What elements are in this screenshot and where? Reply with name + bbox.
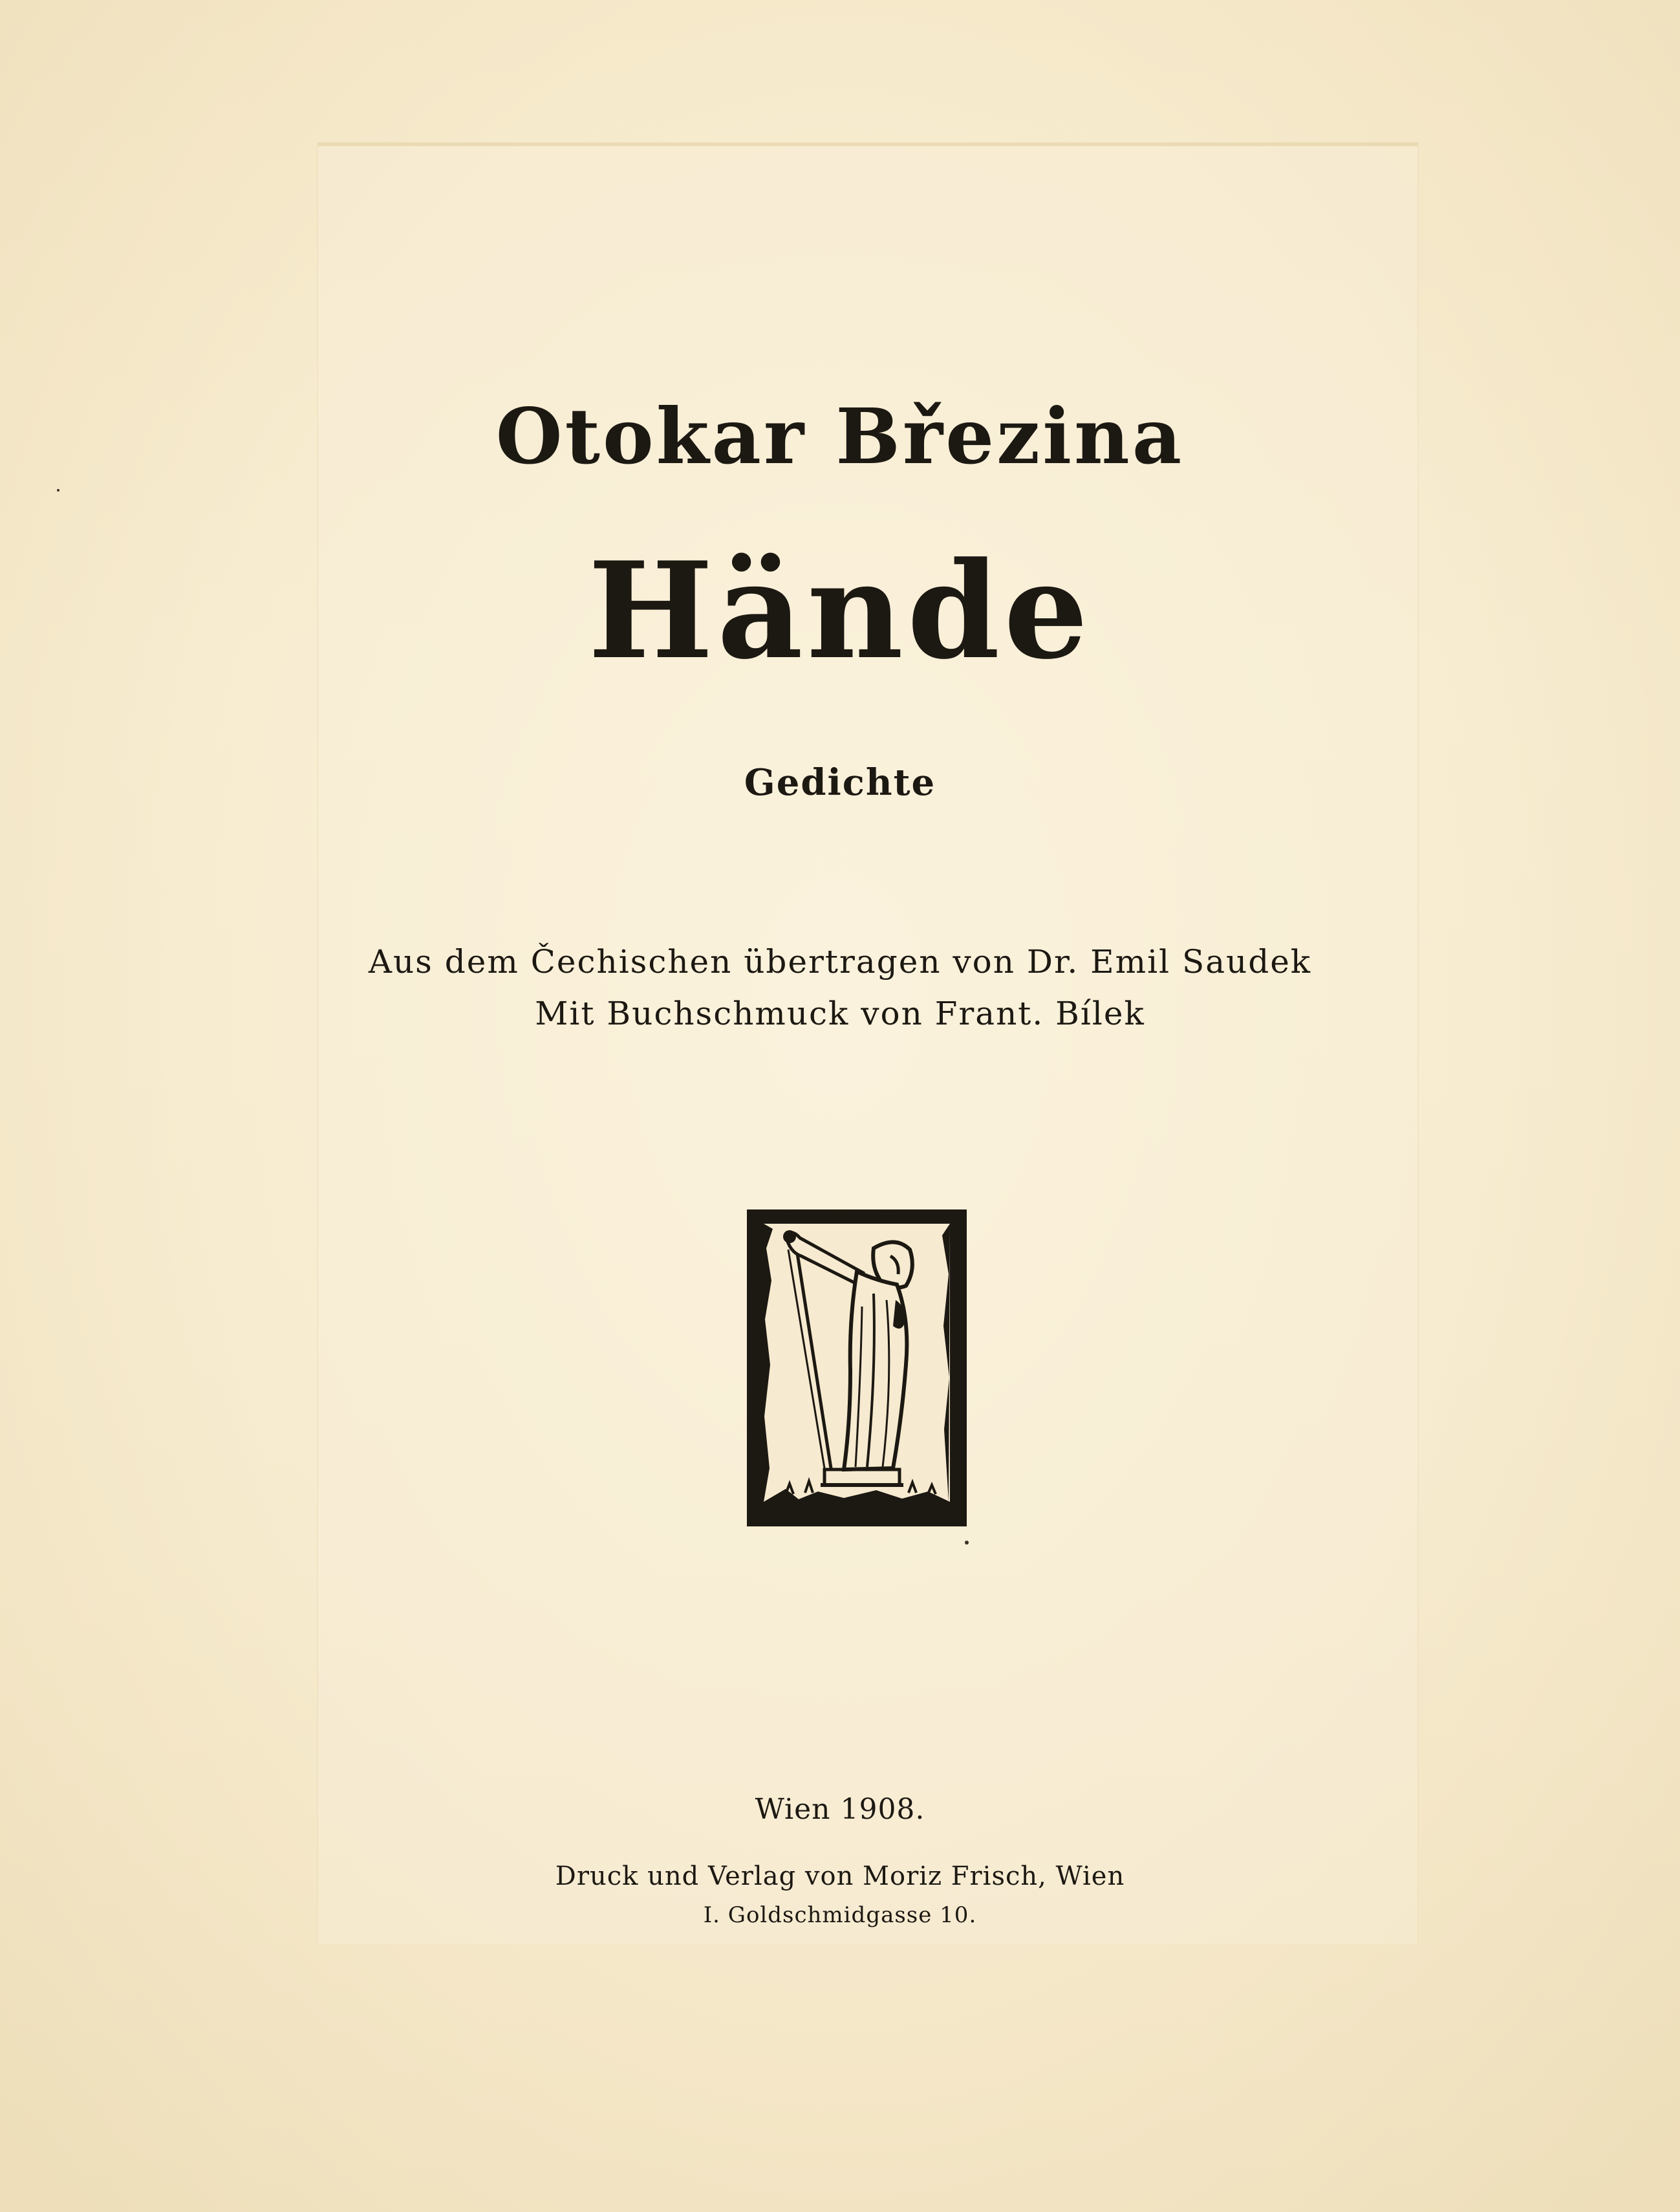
author-name: Otokar Březina — [495, 391, 1185, 481]
paper-speck — [57, 489, 59, 492]
illustrator-credit: Mit Buchschmuck von Frant. Bílek — [535, 995, 1145, 1032]
place-and-year: Wien 1908. — [755, 1793, 925, 1826]
printer-address: I. Goldschmidgasse 10. — [703, 1902, 977, 1928]
book-subtitle: Gedichte — [744, 761, 936, 804]
woodcut-illustration — [747, 1209, 967, 1526]
book-title: Hände — [588, 534, 1092, 689]
ink-speck — [965, 1541, 969, 1545]
translator-credit: Aus dem Čechischen übertragen von Dr. Emil Saudek — [368, 943, 1312, 981]
printer-line: Druck und Verlag von Moriz Frisch, Wien — [555, 1861, 1125, 1891]
